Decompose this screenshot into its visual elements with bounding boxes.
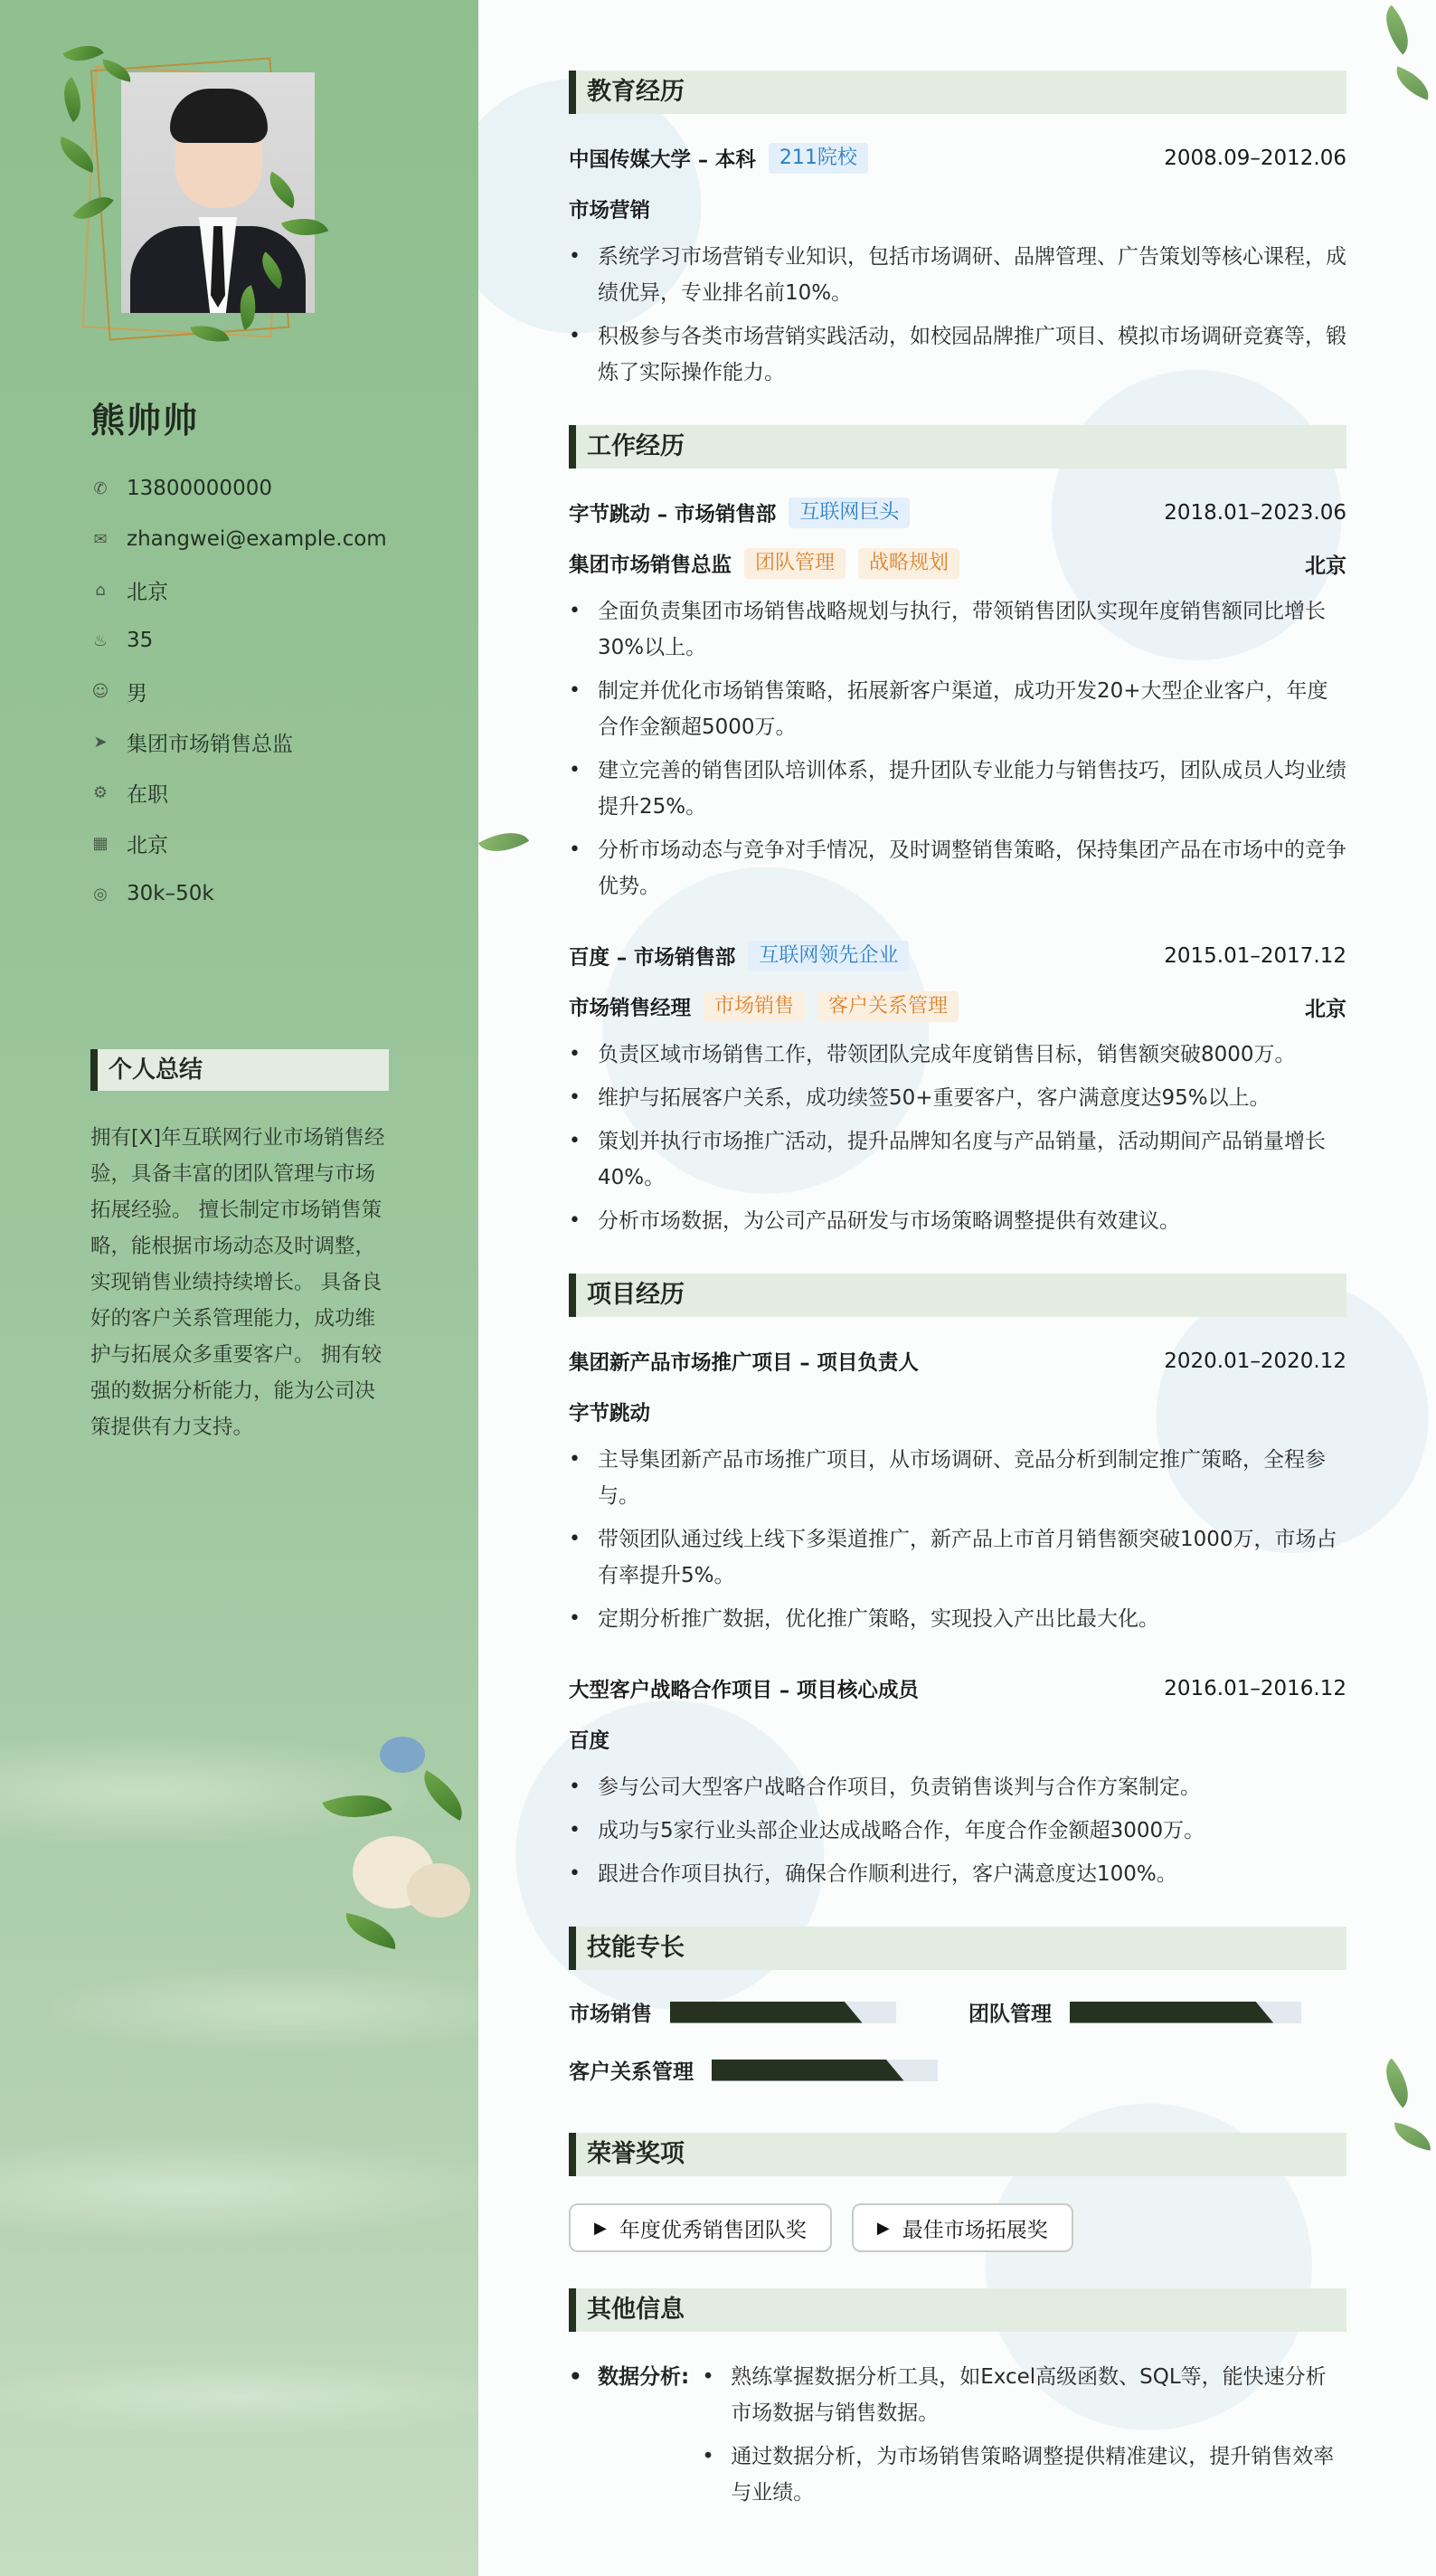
skills-section [569,1927,1346,2124]
play-triangle-icon: ▶ [876,2218,890,2238]
job-entry [569,496,1346,904]
project-name: 大型客户战略合作项目 – 项目核心成员 [569,1679,919,1702]
send-icon: ➤ [93,732,108,752]
education-period: 2008.09–2012.06 [1164,147,1346,170]
section-title-skills: 技能专长 [569,1927,1346,1970]
info-item-position: ➤ 集团市场销售总监 [90,716,387,767]
skill-bar [1070,2002,1301,2023]
list-item: • 成功与5家行业头部企业达成战略合作，年度合作金额超3000万。 [569,1813,1346,1849]
list-item: • 带领团队通过线上线下多渠道推广，新产品上市首月销售额突破1000万，市场占有率提升5%。 [569,1521,1346,1594]
skill-bar [670,2002,896,2023]
gear-icon: ⚙ [92,782,109,802]
skill-item [569,2055,938,2085]
project-name: 集团新产品市场推广项目 – 项目负责人 [569,1351,919,1375]
award-item: ▶ 年度优秀销售团队奖 [569,2203,832,2252]
skill-bar-fill [1070,2002,1273,2023]
job-period: 2015.01–2017.12 [1164,944,1346,968]
section-title-work: 工作经历 [569,425,1346,469]
other-bullets [702,2359,1346,2518]
project-bullets [569,1442,1346,1637]
company-tag: 互联网巨头 [789,497,910,528]
list-item: • 熟练掌握数据分析工具，如Excel高级函数、SQL等，能快速分析市场数据与销售数据。 [702,2359,1346,2431]
info-item-status: ⚙ 在职 [90,767,387,818]
job-entry [569,939,1346,1239]
coin-icon: ◎ [93,884,108,904]
info-item-age: ♨ 35 [90,615,387,666]
avatar-area [47,25,309,360]
project-company: 百度 [569,1729,610,1753]
list-item: • 系统学习市场营销专业知识，包括市场调研、品牌管理、广告策划等核心课程，成绩优异，专业排名前10%。 [569,239,1346,311]
job-role: 市场销售经理 [569,997,692,1020]
education-bullets [569,239,1346,391]
project-entry [569,1344,1346,1637]
list-item: • 策划并执行市场推广活动，提升品牌知名度与产品销量，活动期间产品销量增长40%。 [569,1123,1346,1196]
info-item-email: ✉ zhangwei@example.com [90,514,387,564]
main-content [569,71,1346,2527]
school-name: 中国传媒大学 – 本科 [569,148,756,172]
skill-item [968,1997,1301,2027]
job-city: 北京 [1305,997,1346,1021]
major: 市场营销 [569,199,651,223]
info-item-gender: ☺ 男 [91,681,147,706]
section-title-honors: 荣誉奖项 [569,2133,1346,2176]
list-item: • 分析市场动态与竞争对手情况，及时调整销售策略，保持集团产品在市场中的竞争优势。 [569,832,1346,904]
sidebar [0,0,478,2576]
skill-label: 团队管理 [968,2003,1052,2026]
play-triangle-icon: ▶ [594,2218,607,2238]
section-title-other: 其他信息 [569,2288,1346,2332]
contact-info-list [90,463,387,919]
info-item-target-city: ▦ 北京 [90,818,387,868]
education-section [569,71,1346,391]
summary-text: 拥有[X]年互联网行业市场销售经验，具备丰富的团队管理与市场拓展经验。 擅长制定市场销售策略，能根据市场动态及时调整，实现销售业绩持续增长。 具备良好的客户关系管理能力，成功维护与拓展众多重要客户。 拥有较强的数据分析能力，能为公司决策提供有力支持。 [90,1126,385,1439]
flower-decoration [326,1700,478,1972]
list-item: • 积极参与各类市场营销实践活动，如校园品牌推广项目、模拟市场调研竞赛等，锻炼了实际操作能力。 [569,318,1346,391]
award-item: ▶ 最佳市场拓展奖 [852,2203,1073,2252]
school-tag: 211院校 [769,143,868,174]
skill-bar-fill [712,2060,904,2081]
list-item: • 分析市场数据，为公司产品研发与市场策略调整提供有效建议。 [569,1203,1346,1239]
list-item: • 全面负责集团市场销售战略规划与执行，带领销售团队实现年度销售额同比增长30%以上。 [569,593,1346,666]
face-icon: ☺ [91,681,109,701]
candidate-name: 熊帅帅 [90,401,200,440]
role-tag: 客户关系管理 [817,991,959,1022]
other-info [569,2359,1346,2518]
job-role: 集团市场销售总监 [569,554,732,577]
list-item: • 建立完善的销售团队培训体系，提升团队专业能力与销售技巧，团队成员人均业绩提升25%。 [569,753,1346,825]
project-bullets [569,1769,1346,1892]
skill-bar-fill [670,2002,863,2023]
projects-section [569,1274,1346,1892]
project-period: 2016.01–2016.12 [1164,1677,1346,1700]
skill-item [569,1997,896,2027]
info-item-salary: ◎ 30k–50k [90,868,387,919]
role-tag: 市场销售 [704,991,805,1022]
leaf-decoration [53,77,92,122]
role-tag: 团队管理 [744,548,846,579]
info-item-location: ⌂ 北京 [90,564,387,615]
info-item-phone: ✆ 13800000000 [90,463,387,514]
education-entry [569,141,1346,391]
list-item: • 主导集团新产品市场推广项目，从市场调研、竞品分析到制定推广策略，全程参与。 [569,1442,1346,1514]
list-item: • 维护与拓展客户关系，成功续签50+重要客户，客户满意度达95%以上。 [569,1080,1346,1116]
home-icon: ⌂ [95,580,106,600]
skills-grid [569,1997,1346,2124]
list-item: • 参与公司大型客户战略合作项目，负责销售谈判与合作方案制定。 [569,1769,1346,1805]
phone-icon: ✆ [93,478,108,498]
cake-icon: ♨ [92,630,109,650]
role-tag: 战略规划 [858,548,959,579]
job-city: 北京 [1305,554,1346,578]
list-item: • 制定并优化市场销售策略，拓展新客户渠道，成功开发20+大型企业客户，年度合作金额超5000万。 [569,673,1346,745]
project-company: 字节跳动 [569,1402,651,1425]
company-name: 百度 – 市场销售部 [569,946,736,970]
job-period: 2018.01–2023.06 [1164,501,1346,525]
list-item: • 跟进合作项目执行，确保合作顺利进行，客户满意度达100%。 [569,1856,1346,1892]
job-bullets [569,593,1346,904]
other-section [569,2288,1346,2518]
project-entry [569,1672,1346,1892]
list-item: • 负责区域市场销售工作，带领团队完成年度销售目标，销售额突破8000万。 [569,1037,1346,1073]
company-tag: 互联网领先企业 [748,941,909,971]
summary-title: 个人总结 [90,1049,389,1091]
section-title-education: 教育经历 [569,71,1346,114]
building-icon: ▦ [92,833,109,853]
awards-list [569,2203,1346,2252]
skill-label: 市场销售 [569,2003,652,2026]
list-item: • 通过数据分析，为市场销售策略调整提供精准建议，提升销售效率与业绩。 [702,2439,1346,2511]
section-title-projects: 项目经历 [569,1274,1346,1317]
mail-icon: ✉ [93,529,108,549]
job-bullets [569,1037,1346,1239]
list-item: • 定期分析推广数据，优化推广策略，实现投入产出比最大化。 [569,1601,1346,1637]
other-key: • 数据分析: [569,2359,689,2518]
project-period: 2020.01–2020.12 [1164,1350,1346,1373]
skill-bar [712,2060,938,2081]
honors-section [569,2133,1346,2252]
skill-label: 客户关系管理 [569,2060,694,2084]
company-name: 字节跳动 – 市场销售部 [569,503,777,526]
work-section [569,425,1346,1239]
